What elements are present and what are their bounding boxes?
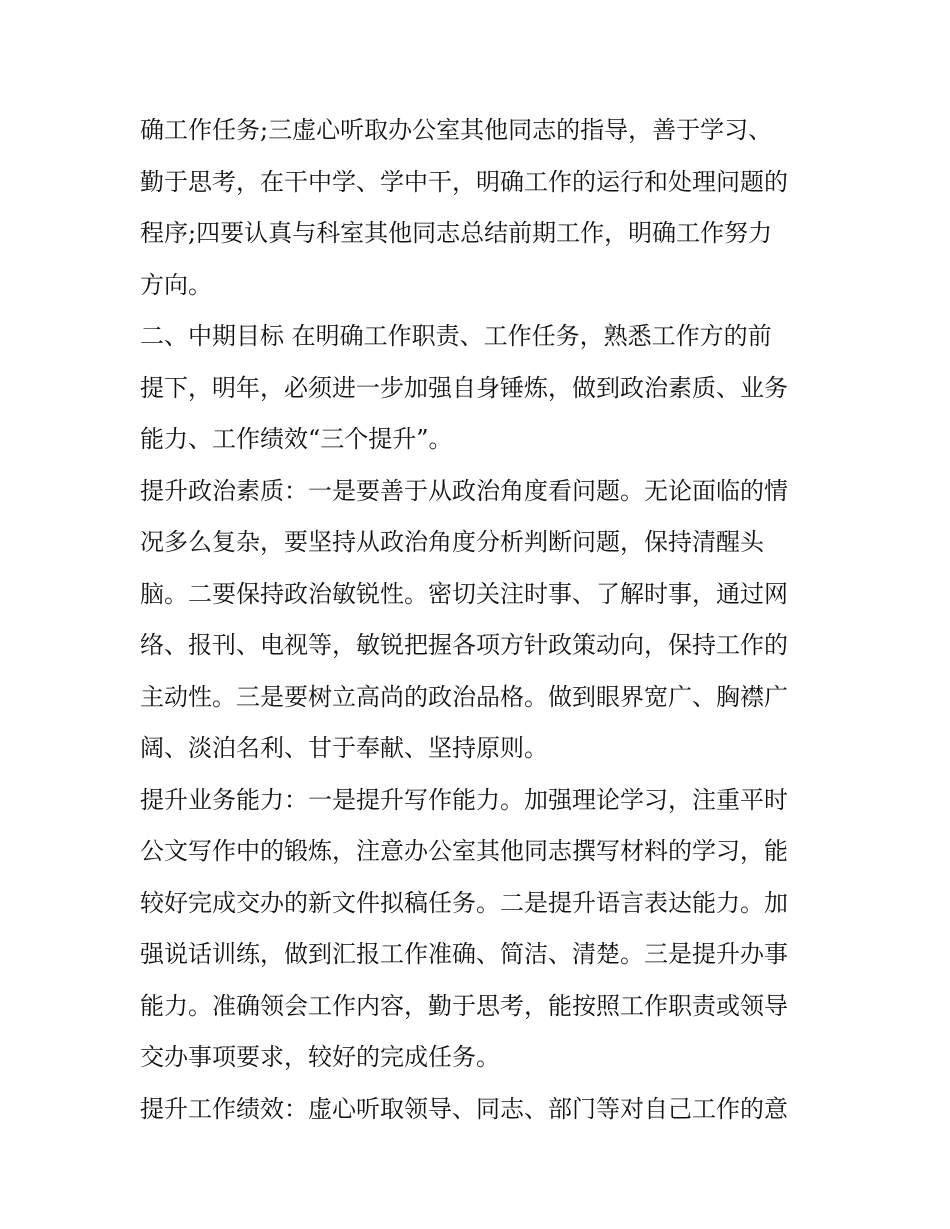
text-line: 二、中期目标 在明确工作职责、工作任务，熟悉工作方的前 [140,322,772,350]
text-line: 强说话训练，做到汇报工作准确、简洁、清楚。三是提升办事 [140,940,788,968]
text-line: 况多么复杂，要坚持从政治角度分析判断问题，保持清醒头 [140,528,764,556]
text-line: 方向。 [140,270,212,299]
text-line: 主动性。三是要树立高尚的政治品格。做到眼界宽广、胸襟广 [140,682,788,711]
text-line: 交办事项要求，较好的完成任务。 [140,1043,500,1071]
body-text [140,105,820,1135]
text-line: 脑。二要保持政治敏锐性。密切关注时事、了解时事，通过网 [140,579,788,608]
text-line: 勤于思考，在干中学、学中干，明确工作的运行和处理问题的 [140,167,788,196]
text-line: 确工作任务;三虚心听取办公室其他同志的指导，善于学习、 [140,116,773,144]
text-line: 较好完成交办的新文件拟稿任务。二是提升语言表达能力。加 [140,888,788,917]
text-line: 提下，明年，必须进一步加强自身锤炼，做到政治素质、业务 [140,373,788,402]
text-line: 阔、淡泊名利、甘于奉献、坚持原则。 [140,734,548,762]
text-line: 提升政治素质：一是要善于从政治角度看问题。无论面临的情 [140,476,788,505]
text-line: 能力。准确领会工作内容，勤于思考，能按照工作职责或领导 [140,991,788,1020]
text-line: 络、报刊、电视等，敏锐把握各项方针政策动向，保持工作的 [140,631,788,659]
text-line: 程序;四要认真与科室其他同志总结前期工作，明确工作努力 [140,219,773,247]
text-line: 公文写作中的锻炼，注意办公室其他同志撰写材料的学习，能 [140,837,788,865]
text-line: 提升业务能力：一是提升写作能力。加强理论学习，注重平时 [140,785,788,814]
text-line: 能力、工作绩效“三个提升”。 [140,425,453,453]
text-line: 提升工作绩效：虚心听取领导、同志、部门等对自己工作的意 [140,1094,788,1123]
